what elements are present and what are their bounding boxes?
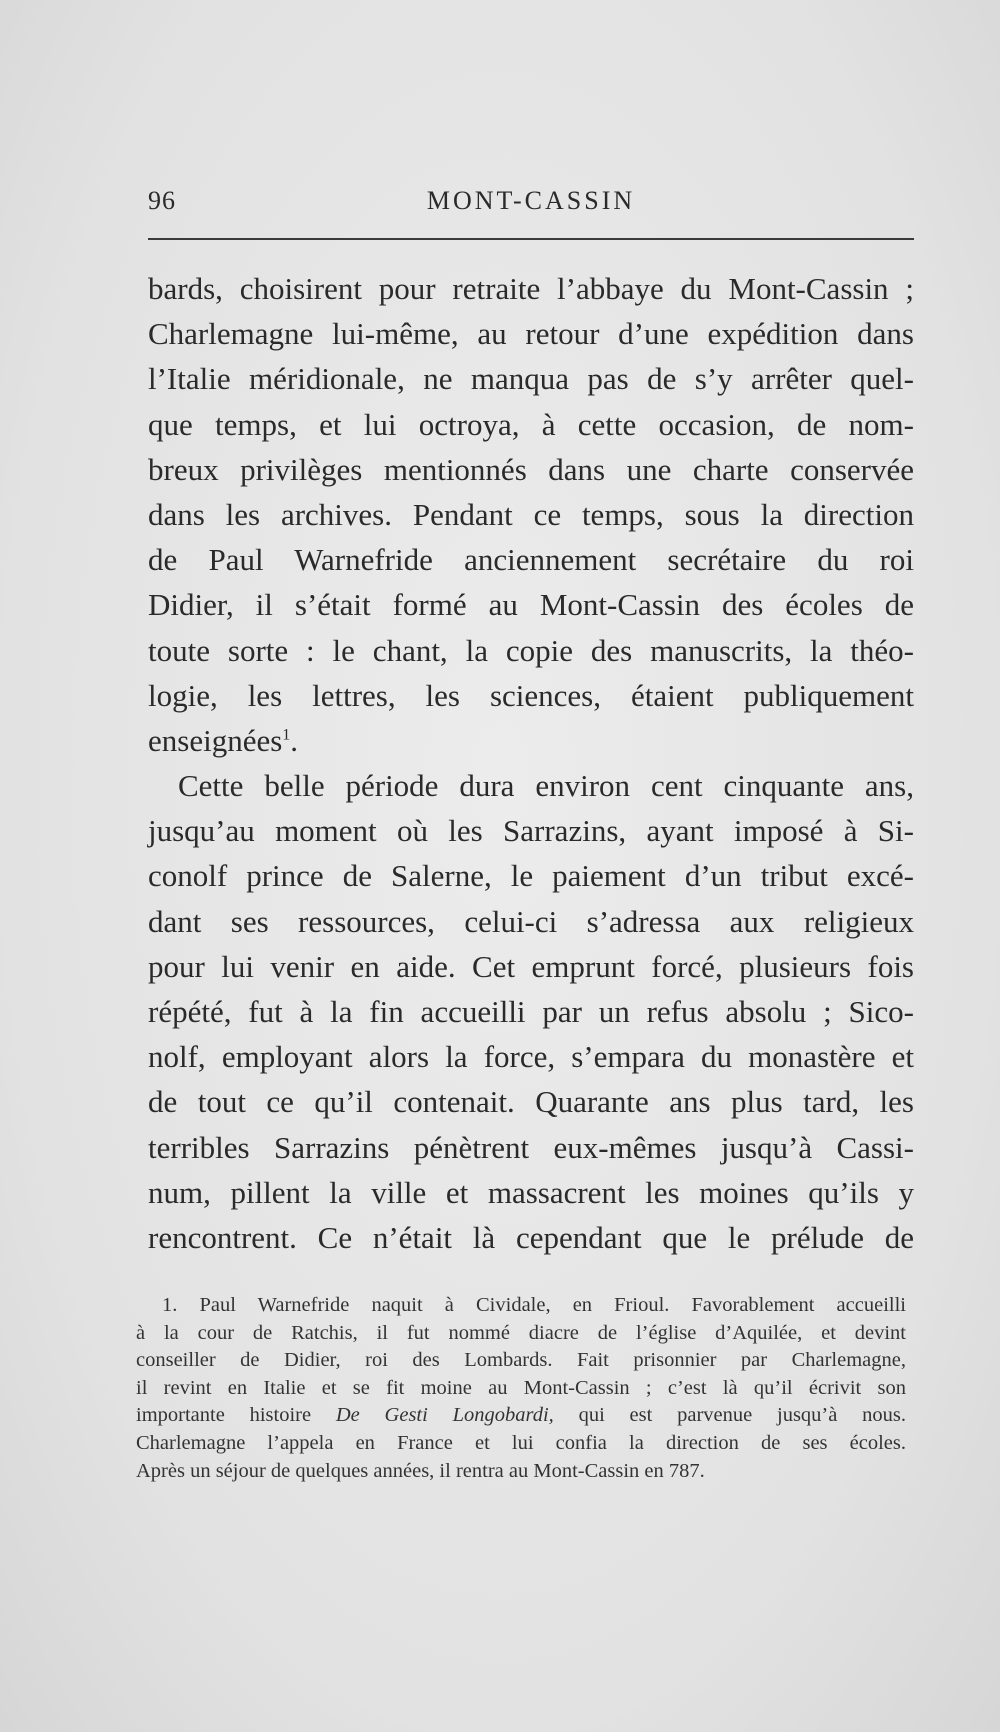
body-line-7: de Paul Warnefride anciennement secrétaire du roi	[148, 542, 914, 578]
footnote	[136, 1292, 906, 1485]
body-line-6: dans les archives. Pendant ce temps, sous la direction	[148, 496, 914, 532]
body-line-3: l’Italie méridionale, ne manqua pas de s’y arrêter quel-	[148, 361, 914, 397]
footnote-line-6: Charlemagne l’appela en France et lui confia la direction de ses écoles.	[136, 1431, 906, 1454]
body-line-4: que temps, et lui octroya, à cette occasion, de nom-	[148, 406, 914, 442]
body-line-1: bards, choisirent pour retraite l’abbaye du Mont-Cassin ;	[148, 271, 914, 306]
body-line-19: de tout ce qu’il contenait. Quarante ans plus tard, les	[148, 1084, 914, 1120]
body-line-20: terribles Sarrazins pénètrent eux-mêmes jusqu’à Cassi-	[148, 1129, 914, 1165]
body-line-10: logie, les lettres, les sciences, étaient publiquement	[148, 677, 914, 713]
footnote-line-4: il revint en Italie et se fit moine au Mont-Cassin ; c’est là qu’il écrivit son	[136, 1376, 906, 1399]
body-line-5: breux privilèges mentionnés dans une charte conservée	[148, 451, 914, 487]
body-line-11	[148, 718, 914, 763]
body-text	[148, 266, 914, 1260]
body-line-11-text: enseignées	[148, 722, 283, 758]
footnote-reference: 1	[282, 726, 291, 744]
footnote-line-5-text: importante histoire	[136, 1404, 312, 1427]
body-line-12: Cette belle période dura environ cent cinquante ans,	[178, 768, 914, 804]
body-line-17: répété, fut à la fin accueilli par un refus absolu ; Sico-	[148, 994, 914, 1029]
body-line-2: Charlemagne lui-même, au retour d’une expédition dans	[148, 316, 914, 352]
body-line-8: Didier, il s’était formé au Mont-Cassin des écoles de	[148, 587, 914, 623]
header-rule	[148, 238, 914, 240]
footnote-marker: 1.	[162, 1294, 178, 1316]
body-line-18: nolf, employant alors la force, s’empara du monastère et	[148, 1039, 914, 1075]
footnote-line-1	[136, 1292, 906, 1320]
page-number: 96	[148, 186, 176, 215]
footnote-line-5-rest: qui est parvenue jusqu’à nous.	[578, 1404, 906, 1427]
body-line-21: num, pillent la ville et massacrent les moines qu’ils y	[148, 1174, 914, 1210]
book-title-italic: De Gesti Longobardi,	[335, 1404, 554, 1427]
footnote-line-2: à la cour de Ratchis, il fut nommé diacre de l’église d’Aquilée, et devint	[136, 1321, 906, 1344]
footnote-line-5	[136, 1402, 906, 1430]
footnote-line-3: conseiller de Didier, roi des Lombards. Fait prisonnier par Charlemagne,	[136, 1349, 906, 1372]
page-header	[148, 186, 914, 222]
footnote-line-7: Après un séjour de quelques années, il rentra au Mont-Cassin en 787.	[136, 1459, 705, 1482]
body-line-14: conolf prince de Salerne, le paiement d’un tribut excé-	[148, 858, 914, 894]
footnote-line-1-text: Paul Warnefride naquit à Cividale, en Frioul. Favorablement accueilli	[199, 1294, 906, 1316]
running-title: MONT-CASSIN	[426, 186, 636, 215]
body-line-9: toute sorte : le chant, la copie des manuscrits, la théo-	[148, 632, 914, 668]
body-line-22: rencontrent. Ce n’était là cependant que le prélude de	[148, 1219, 914, 1255]
body-line-13: jusqu’au moment où les Sarrazins, ayant imposé à Si-	[148, 813, 914, 849]
footnote-reference-suffix: .	[290, 722, 299, 758]
body-line-15: dant ses ressources, celui-ci s’adressa aux religieux	[148, 903, 914, 939]
body-line-16: pour lui venir en aide. Cet emprunt forcé, plusieurs fois	[148, 948, 914, 984]
